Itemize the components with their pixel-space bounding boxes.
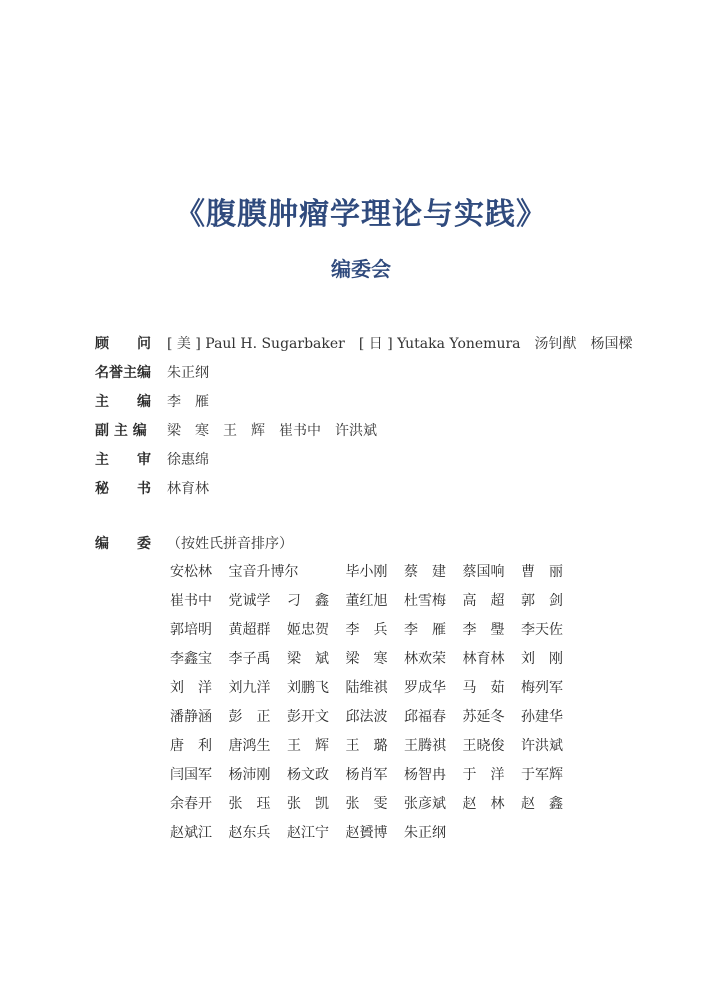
committee-member-name: 梁 寒: [345, 651, 388, 667]
committee-member-name: 蔡国响: [462, 564, 505, 580]
role-row-chief-editor: [95, 390, 655, 419]
committee-member-name: 毕小刚: [345, 564, 388, 580]
role-row-secretary: [95, 477, 655, 506]
committee-member-name: 邱福春: [404, 709, 446, 725]
committee-member-name: 刁 鑫: [287, 593, 329, 609]
committee-member-name: 张 珏: [228, 796, 271, 812]
committee-member-name: 林欢荣: [404, 651, 446, 667]
committee-member-name: 张 雯: [345, 796, 388, 812]
role-label: 主 审: [95, 452, 151, 468]
committee-member-name: 彭开文: [287, 709, 329, 725]
role-value: 林育林: [167, 481, 209, 497]
committee-member-name: 赵江宁: [287, 825, 329, 841]
role-label: 名誉主编: [95, 365, 151, 381]
role-row-advisors: [95, 332, 655, 361]
committee-member-name: 黄超群: [228, 622, 271, 638]
committee-member-name: 林育林: [462, 651, 505, 667]
committee-member-name: 郭培明: [170, 622, 212, 638]
committee-member-name: 杨文政: [287, 767, 329, 783]
committee-member-name: 唐鸿生: [228, 738, 271, 754]
committee-member-name: 杨沛刚: [228, 767, 271, 783]
committee-member-name: 李 璺: [462, 622, 505, 638]
committee-member-name: 潘静涵: [170, 709, 212, 725]
committee-member-name: 宝音升博尔: [228, 564, 299, 580]
committee-member-name: 苏延冬: [462, 709, 505, 725]
committee-member-name: 刘 洋: [170, 680, 212, 696]
committee-member-name: 赵 林: [462, 796, 505, 812]
committee-member-name: 崔书中: [170, 593, 212, 609]
committee-member-name: 王腾祺: [404, 738, 446, 754]
committee-member-name: 刘九洋: [228, 680, 271, 696]
committee-member-name: 杜雪梅: [404, 593, 446, 609]
role-value: [ 美 ] Paul H. Sugarbaker [ 日 ] Yutaka Yonemura 汤钊猷 杨国樑: [167, 336, 633, 352]
committee-member-name: 蔡 建: [404, 564, 446, 580]
committee-member-name: 李天佐: [521, 622, 563, 638]
committee-member-name: 曹 丽: [521, 564, 563, 580]
committee-member-name: 于 洋: [462, 767, 505, 783]
committee-member-name: 王 辉: [287, 738, 329, 754]
committee-member-name: 安松林: [170, 564, 212, 580]
committee-member-name: 彭 正: [228, 709, 271, 725]
committee-member-name: 赵斌江: [170, 825, 212, 841]
roles-list: [95, 332, 655, 506]
committee-member-name: 刘 刚: [521, 651, 563, 667]
role-value: 朱正纲: [167, 365, 209, 381]
committee-member-name: 赵东兵: [228, 825, 271, 841]
editorial-board-heading: 编委会: [331, 257, 391, 281]
committee-member-name: 唐 利: [170, 738, 212, 754]
role-row-chief-reviewer: [95, 448, 655, 477]
committee-member-name: 孙建华: [521, 709, 563, 725]
committee-member-name: 邱法波: [345, 709, 388, 725]
role-label: 副 主 编: [95, 423, 147, 439]
committee-member-name: 杨肖军: [345, 767, 388, 783]
committee-header: [95, 532, 655, 556]
committee-member-name: 郭 剑: [521, 593, 563, 609]
committee-member-name: 余春开: [170, 796, 212, 812]
role-value: 李 雁: [167, 394, 209, 410]
committee-member-name: 刘鹏飞: [287, 680, 329, 696]
committee-member-name: 罗成华: [404, 680, 446, 696]
committee-member-name: 马 茹: [462, 680, 505, 696]
committee-member-name: 张彦斌: [404, 796, 446, 812]
committee-member-name: 李子禹: [228, 651, 271, 667]
committee-member-name: 陆维祺: [345, 680, 388, 696]
committee-member-name: 许洪斌: [521, 738, 563, 754]
committee-names-grid: [170, 560, 590, 850]
committee-member-name: 高 超: [462, 593, 505, 609]
committee-member-name: 赵 鑫: [521, 796, 563, 812]
committee-label: 编 委: [95, 536, 151, 552]
committee-member-name: 李鑫宝: [170, 651, 212, 667]
role-value: 梁 寒 王 辉 崔书中 许洪斌: [167, 423, 377, 439]
committee-member-name: 党诚学: [228, 593, 271, 609]
role-label: 主 编: [95, 394, 151, 410]
role-row-associate-editors: [95, 419, 655, 448]
committee-member-name: 李 雁: [404, 622, 446, 638]
committee-member-name: 李 兵: [345, 622, 388, 638]
committee-member-name: 梁 斌: [287, 651, 329, 667]
committee-member-name: 姬忠贺: [287, 622, 329, 638]
role-row-honorary-editor: [95, 361, 655, 390]
committee-member-name: 闫国军: [170, 767, 212, 783]
committee-member-name: 杨智冉: [404, 767, 446, 783]
role-label: 顾 问: [95, 336, 151, 352]
role-value: 徐惠绵: [167, 452, 209, 468]
committee-member-name: 梅列军: [521, 680, 563, 696]
committee-section: [95, 532, 655, 850]
committee-member-name: [287, 560, 346, 589]
committee-member-name: 朱正纲: [404, 825, 446, 841]
role-label: 秘 书: [95, 481, 151, 497]
committee-member-name: 于军辉: [521, 767, 563, 783]
book-title: 《腹膜肿瘤学理论与实践》: [175, 197, 547, 232]
committee-member-name: 王晓俊: [462, 738, 505, 754]
committee-member-name: 董红旭: [345, 593, 388, 609]
committee-member-name: 赵贇博: [345, 825, 388, 841]
committee-member-name: 张 凯: [287, 796, 329, 812]
committee-sort-note: （按姓氏拼音排序）: [167, 536, 293, 552]
committee-member-name: 王 璐: [345, 738, 388, 754]
